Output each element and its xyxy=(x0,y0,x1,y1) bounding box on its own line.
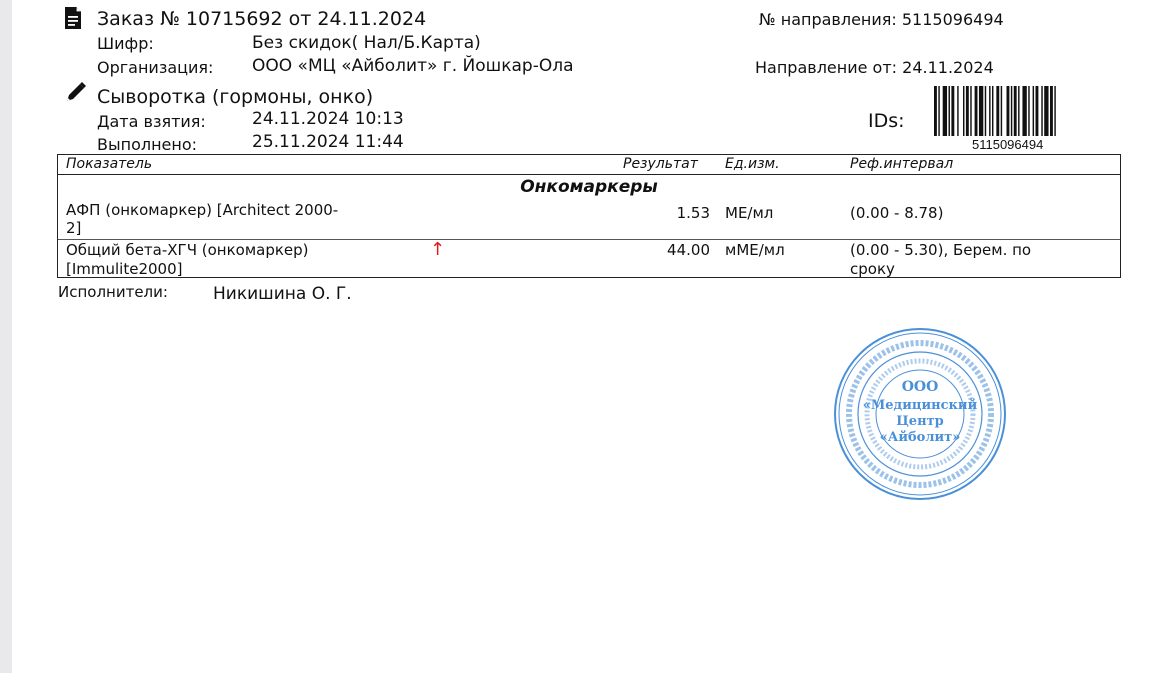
company-stamp xyxy=(831,325,1009,503)
stamp-line3: «Айболит» xyxy=(879,430,961,445)
row2-name-line2: [Immulite2000] xyxy=(66,260,183,278)
row1-name-line2: 2] xyxy=(66,219,82,237)
sample-title: Сыворотка (гормоны, онко) xyxy=(97,86,374,108)
row-divider xyxy=(58,239,1120,240)
stamp-line2: Центр xyxy=(896,414,944,429)
barcode xyxy=(934,86,1096,136)
header-divider xyxy=(58,174,1120,175)
referral-date: Направление от: 24.11.2024 xyxy=(755,58,994,77)
header-result: Результат xyxy=(623,156,698,172)
row1-name-line1: АФП (онкомаркер) [Architect 2000- xyxy=(66,201,339,219)
taken-date-value: 24.11.2024 10:13 xyxy=(252,109,404,129)
organization-value: ООО «МЦ «Айболит» г. Йошкар-Ола xyxy=(252,56,574,76)
performers-label: Исполнители: xyxy=(58,283,168,301)
completed-label: Выполнено: xyxy=(97,135,198,154)
report-page xyxy=(12,0,1165,673)
pen-icon xyxy=(64,80,88,104)
row1-unit: МЕ/мл xyxy=(725,204,774,222)
row2-unit: мМЕ/мл xyxy=(725,241,785,259)
stamp-line1: «Медицинский xyxy=(862,398,978,413)
document-icon xyxy=(63,6,83,30)
stamp-org: ООО xyxy=(901,379,939,395)
referral-number: № направления: 5115096494 xyxy=(759,10,1004,29)
row2-reference-line2: сроку xyxy=(850,260,895,278)
row1-reference: (0.00 - 8.78) xyxy=(850,204,944,222)
header-unit: Ед.изм. xyxy=(725,156,780,172)
organization-label: Организация: xyxy=(97,58,214,77)
header-indicator: Показатель xyxy=(66,156,153,172)
row2-name-line1: Общий бета-ХГЧ (онкомаркер) xyxy=(66,241,309,259)
elevated-flag-icon: ↑ xyxy=(430,239,446,260)
row2-result: 44.00 xyxy=(667,241,710,259)
row2-reference-line1: (0.00 - 5.30), Берем. по xyxy=(850,241,1032,259)
header-reference: Реф.интервал xyxy=(850,156,954,172)
barcode-number: 5115096494 xyxy=(972,137,1044,152)
row1-result: 1.53 xyxy=(676,204,710,222)
order-title: Заказ № 10715692 от 24.11.2024 xyxy=(97,8,427,30)
cipher-value: Без скидок( Нал/Б.Карта) xyxy=(252,33,481,53)
cipher-label: Шифр: xyxy=(97,34,154,53)
section-title: Онкомаркеры xyxy=(520,177,658,197)
ids-label: IDs: xyxy=(868,110,905,132)
results-table xyxy=(57,154,1121,278)
taken-date-label: Дата взятия: xyxy=(97,112,206,131)
completed-value: 25.11.2024 11:44 xyxy=(252,132,404,152)
performers-name: Никишина О. Г. xyxy=(213,284,352,304)
